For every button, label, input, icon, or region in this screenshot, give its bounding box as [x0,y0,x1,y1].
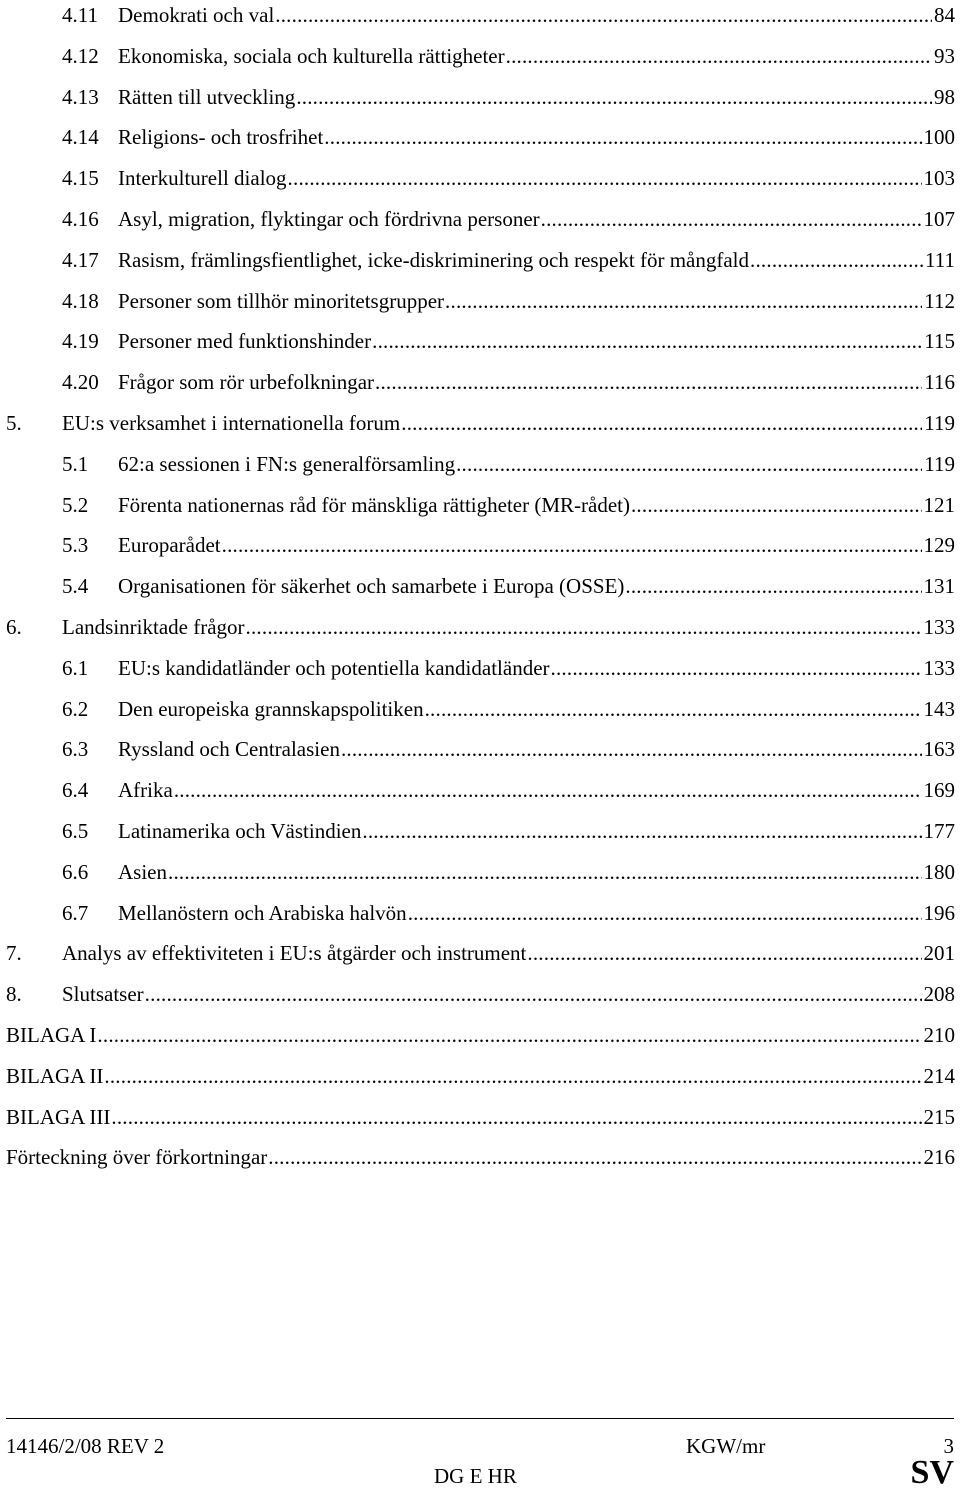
toc-entry-page: 177 [923,819,955,843]
toc-entry-title: BILAGA III [6,1102,110,1132]
toc-entry-line [118,816,955,846]
toc-dot-leader [625,571,921,601]
toc-entry[interactable] [0,408,955,438]
toc-entry-page: 163 [923,737,955,762]
toc-entry-page: 115 [924,329,955,354]
toc-dot-leader [631,490,922,520]
toc-entry[interactable] [0,694,955,724]
toc-entry-number: 4.19 [62,329,99,354]
toc-dot-leader [456,449,922,479]
toc-entry-page: 129 [923,533,955,558]
toc-dot-leader [246,612,922,642]
toc-entry-title: Frågor som rör urbefolkningar [118,367,374,397]
toc-entry-number: 4.12 [62,43,99,68]
toc-dot-leader [324,122,921,152]
toc-entry-number: 6.5 [62,819,89,843]
toc-entry-title: Ryssland och Centralasien [118,734,340,764]
toc-entry-title: BILAGA II [6,1061,103,1091]
toc-entry-title: EU:s verksamhet i internationella forum [62,408,400,438]
toc-entry-line [6,1061,955,1091]
toc-dot-leader [372,326,922,356]
toc-entry-line [118,204,955,234]
toc-entry-line [62,612,955,642]
toc-entry-title: Analys av effektiviteten i EU:s åtgärder och instrument [62,938,526,968]
toc-dot-leader [551,653,922,683]
toc-entry-page: 100 [923,125,955,150]
footer-divider [6,1418,954,1419]
toc-entry-page: 196 [923,900,955,925]
toc-entry[interactable] [0,1020,955,1050]
toc-entry[interactable] [0,734,955,764]
toc-entry-page: 84 [934,3,955,27]
toc-entry-number: 6.1 [62,655,89,680]
toc-entry-page: 119 [924,411,955,435]
toc-entry-title: Den europeiska grannskapspolitiken [118,694,424,724]
toc-entry-line [118,490,955,520]
toc-entry-line [118,0,955,30]
toc-entry-line [118,857,955,887]
toc-entry-title: Europarådet [118,530,221,560]
toc-entry[interactable] [0,1102,955,1132]
toc-entry-number: 6.4 [62,778,89,803]
toc-entry-page: 133 [923,655,955,680]
toc-entry-number: 4.15 [62,166,99,191]
toc-entry-number: 4.14 [62,125,99,150]
toc-dot-leader [174,775,922,805]
toc-entry-title: Rätten till utveckling [118,82,295,112]
toc-entry-page: 214 [923,1063,955,1088]
toc-dot-leader [375,367,922,397]
department-code: DG E HR [434,1464,517,1488]
toc-entry-page: 133 [923,615,955,639]
toc-entry-number: 7. [6,941,22,966]
toc-entry-line [118,530,955,560]
toc-entry-title: Religions- och trosfrihet [118,122,323,152]
toc-entry-title: Asien [118,857,167,887]
toc-entry-page: 121 [923,492,955,517]
toc-entry-page: 119 [924,451,955,476]
toc-dot-leader [425,694,922,724]
toc-entry[interactable] [0,775,955,805]
toc-entry-line [118,367,955,397]
toc-entry-line [62,979,955,1009]
toc-entry-page: 116 [924,370,955,395]
language-code: SV [910,1454,954,1491]
toc-entry[interactable] [0,816,955,846]
toc-dot-leader [401,408,922,438]
toc-entry-title: Landsinriktade frågor [62,612,245,642]
toc-entry-number: 6.6 [62,859,89,884]
toc-entry-title: Interkulturell dialog [118,163,287,193]
toc-entry[interactable] [0,122,955,152]
toc-entry[interactable] [0,326,955,356]
toc-entry-number: 6.2 [62,696,89,721]
toc-dot-leader [341,734,922,764]
toc-entry-title: Mellanöstern och Arabiska halvön [118,898,407,928]
toc-entry-line [6,1102,955,1132]
toc-entry-line [118,41,955,71]
toc-entry-number: 5.2 [62,492,89,517]
page-footer [0,1418,960,1489]
toc-entry-line [118,571,955,601]
toc-entry-number: 4.20 [62,370,99,395]
toc-entry-title: Latinamerika och Västindien [118,816,361,846]
toc-entry-number: 5.4 [62,574,89,599]
toc-entry-line [118,734,955,764]
toc-entry[interactable] [0,82,955,112]
toc-entry-line [118,245,955,275]
toc-entry-line [118,449,955,479]
toc-entry-number: 6.7 [62,900,89,925]
toc-entry-page: 215 [923,1104,955,1129]
toc-entry-number: 4.13 [62,84,99,109]
toc-dot-leader [268,1142,921,1172]
toc-entry-number: 5. [6,411,22,435]
toc-entry[interactable] [0,653,955,683]
author-initials: KGW/mr [686,1434,766,1458]
toc-entry-line [118,122,955,152]
toc-entry-title: EU:s kandidatländer och potentiella kandidatländer [118,653,550,683]
toc-entry-page: 107 [923,207,955,231]
toc-entry[interactable] [0,938,955,968]
toc-entry-number: 6. [6,615,22,639]
toc-entry-title: Förenta nationernas råd för mänskliga rättigheter (MR-rådet) [118,490,630,520]
toc-entry-title: Organisationen för säkerhet och samarbete i Europa (OSSE) [118,571,624,601]
toc-entry-line [6,1142,955,1172]
toc-entry-title: Slutsatser [62,979,144,1009]
toc-entry[interactable] [0,612,955,642]
toc-entry-number: 5.1 [62,451,89,476]
toc-entry-number: 6.3 [62,737,89,762]
toc-entry-number: 4.17 [62,247,99,272]
toc-entry-line [118,694,955,724]
toc-entry[interactable] [0,367,955,397]
toc-entry-page: 131 [923,574,955,599]
toc-dot-leader [222,530,922,560]
toc-entry-page: 98 [934,84,955,109]
toc-entry-number: 4.16 [62,207,99,231]
toc-entry-number: 4.11 [62,3,98,27]
toc-entry-page: 143 [923,696,955,721]
toc-entry-title: Personer som tillhör minoritetsgrupper [118,286,444,316]
toc-entry[interactable] [0,41,955,71]
toc-entry[interactable] [0,898,955,928]
toc-entry-number: 8. [6,982,22,1007]
toc-dot-leader [445,286,922,316]
toc-dot-leader [275,0,932,30]
toc-entry-number: 4.18 [62,288,99,313]
toc-entry-page: 169 [923,778,955,803]
toc-entry-title: BILAGA I [6,1020,96,1050]
toc-entry-title: Förteckning över förkortningar [6,1142,267,1172]
toc-entry[interactable] [0,245,955,275]
toc-entry[interactable] [0,0,955,30]
toc-dot-leader [506,41,932,71]
toc-dot-leader [527,938,921,968]
toc-entry-line [118,82,955,112]
toc-dot-leader [111,1102,921,1132]
toc-entry[interactable] [0,490,955,520]
toc-entry-line [118,653,955,683]
toc-entry-line [118,775,955,805]
toc-entry-page: 208 [923,982,955,1007]
toc-entry-line [62,938,955,968]
toc-entry-page: 112 [924,288,955,313]
toc-entry-line [118,286,955,316]
toc-entry[interactable] [0,449,955,479]
toc-entry-line [62,408,955,438]
toc-dot-leader [104,1061,921,1091]
toc-dot-leader [168,857,922,887]
toc-entry-title: 62:a sessionen i FN:s generalförsamling [118,449,455,479]
toc-dot-leader [541,204,922,234]
toc-entry[interactable] [0,979,955,1009]
toc-entry-title: Personer med funktionshinder [118,326,371,356]
toc-dot-leader [362,816,921,846]
toc-entry-page: 111 [925,247,955,272]
document-reference: 14146/2/08 REV 2 [6,1434,165,1458]
toc-entry[interactable] [0,286,955,316]
toc-entry-page: 103 [923,166,955,191]
page-number: 3 [943,1434,954,1458]
toc-dot-leader [97,1020,921,1050]
toc-entry[interactable] [0,1061,955,1091]
toc-entry[interactable] [0,1142,955,1172]
toc-entry-line [118,163,955,193]
toc-entry-line [6,1020,955,1050]
toc-entry-title: Asyl, migration, flyktingar och fördrivna personer [118,204,540,234]
toc-entry-page: 93 [934,43,955,68]
toc-dot-leader [288,163,922,193]
toc-entry[interactable] [0,530,955,560]
toc-entry-title: Ekonomiska, sociala och kulturella rättigheter [118,41,505,71]
toc-entry-page: 216 [923,1145,955,1170]
toc-entry-number: 5.3 [62,533,89,558]
toc-dot-leader [750,245,923,275]
toc-dot-leader [408,898,922,928]
toc-entry-title: Demokrati och val [118,0,274,30]
toc-entry-page: 201 [923,941,955,966]
toc-entry-page: 180 [923,859,955,884]
toc-entry-line [118,326,955,356]
toc-entry-line [118,898,955,928]
toc-entry[interactable] [0,163,955,193]
toc-entry-page: 210 [923,1023,955,1047]
toc-dot-leader [296,82,932,112]
toc-dot-leader [145,979,922,1009]
toc-entry-title: Afrika [118,775,173,805]
toc-entry[interactable] [0,204,955,234]
toc-entry[interactable] [0,571,955,601]
toc-entry-title: Rasism, främlingsfientlighet, icke-diskriminering och respekt för mångfald [118,245,749,275]
toc-entry[interactable] [0,857,955,887]
